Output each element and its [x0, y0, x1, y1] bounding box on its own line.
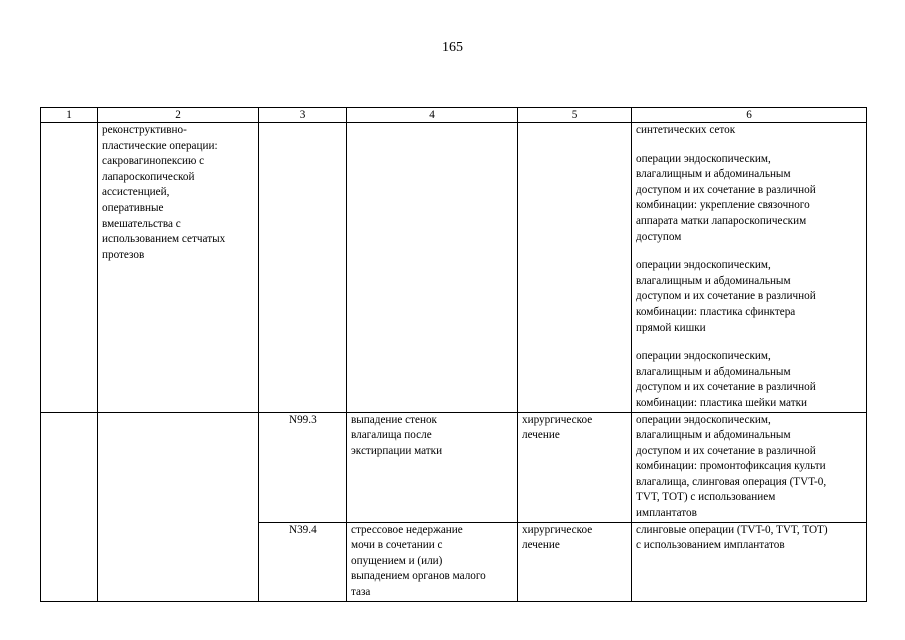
procedures-table: [40, 107, 867, 602]
header-row: [41, 108, 867, 123]
row1-col6-para-2: операции эндоскопическим, влагалищным и абдоминальным доступом и их сочетание в различной комбинации: укрепление связочного аппарата матки лапароскопическим доступом: [636, 152, 816, 243]
row1-col3: [259, 123, 347, 413]
header-cell-2: 2: [98, 108, 259, 123]
row1-col6: [632, 123, 867, 413]
row1-col6-para-4: операции эндоскопическим, влагалищным и абдоминальным доступом и их сочетание в различной комбинации: пластика шейки матки: [636, 350, 816, 409]
header-cell-4: 4: [347, 108, 518, 123]
row2-col6: операции эндоскопическим, влагалищным и абдоминальным доступом и их сочетание в различной комбинации: промонтофиксация культи влагалища, слинговая операция (TVT-0, TVT, TOT) с использованием имплантатов: [632, 412, 867, 522]
header-cell-3: 3: [259, 108, 347, 123]
row2-col5: хирургическое лечение: [518, 412, 632, 522]
row1-col5: [518, 123, 632, 413]
row1-col1: [41, 123, 98, 413]
header-cell-6: 6: [632, 108, 867, 123]
row1-col6-para-1: синтетических сеток: [636, 124, 736, 136]
row3-col4: стрессовое недержание мочи в сочетании с опущением и (или) выпадением органов малого таза: [347, 522, 518, 601]
header-cell-1: 1: [41, 108, 98, 123]
row3-col6: слинговые операции (TVT-0, TVT, TOT) с использованием имплантатов: [632, 522, 867, 601]
page-number: 165: [442, 40, 463, 55]
row3-col3: N39.4: [259, 522, 347, 601]
row1-col4: [347, 123, 518, 413]
row3-col5: хирургическое лечение: [518, 522, 632, 601]
row1-col2: реконструктивно- пластические операции: сакровагинопексию с лапароскопической ассистенцией, оперативные вмешательства с использованием сетчатых протезов: [98, 123, 259, 413]
row2-col2: [98, 412, 259, 601]
row1-col6-para-3: операции эндоскопическим, влагалищным и абдоминальным доступом и их сочетание в различной комбинации: пластика сфинктера прямой кишки: [636, 259, 816, 334]
row2-col3: N99.3: [259, 412, 347, 522]
table-row: [41, 123, 867, 413]
table-row: [41, 412, 867, 522]
header-cell-5: 5: [518, 108, 632, 123]
row2-col1: [41, 412, 98, 601]
row2-col4: выпадение стенок влагалища после экстирпации матки: [347, 412, 518, 522]
